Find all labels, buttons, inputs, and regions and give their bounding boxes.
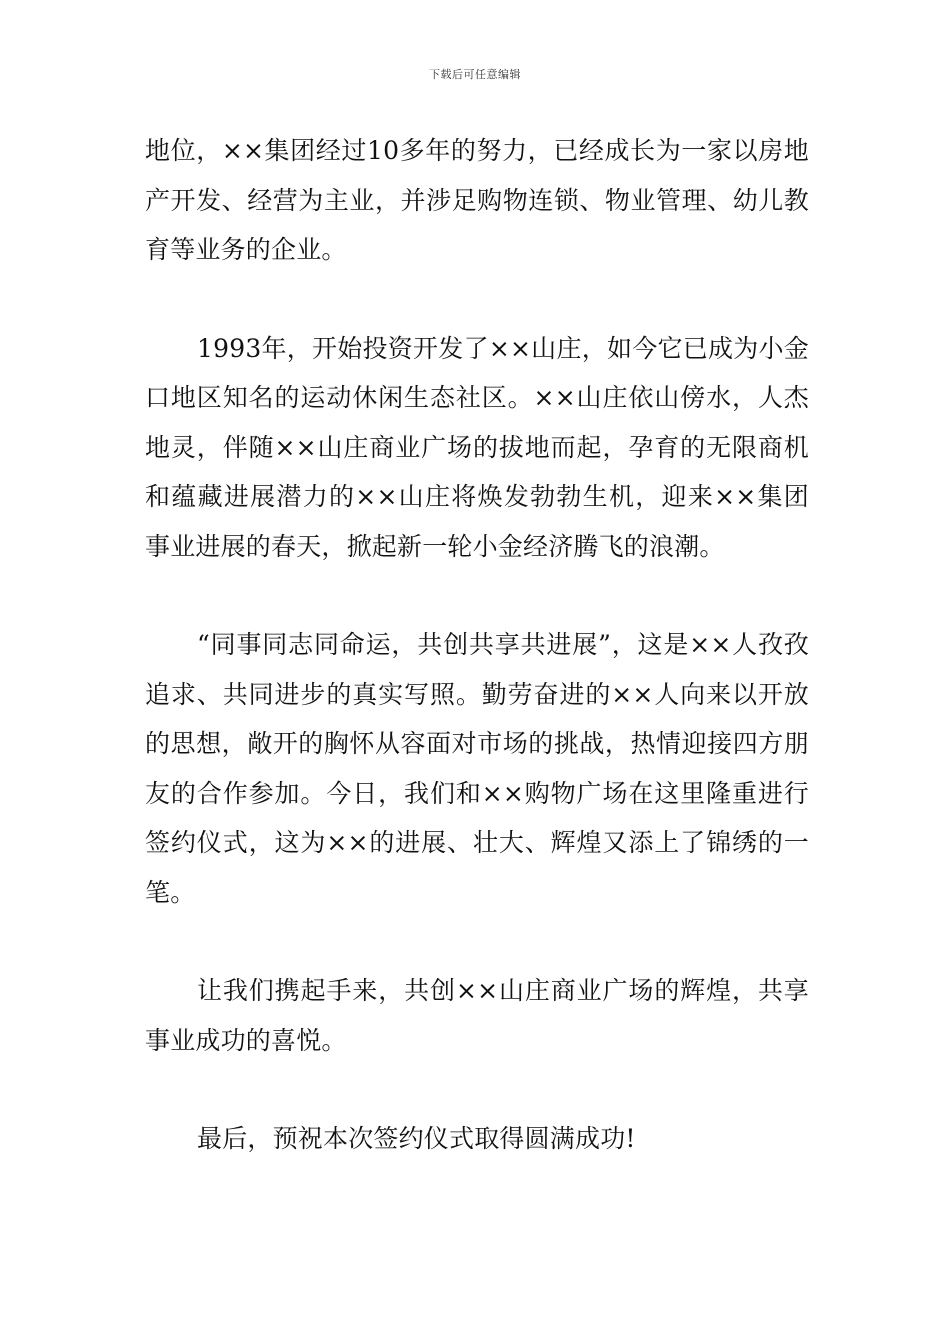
paragraph-gap	[145, 275, 809, 324]
paragraph-villa-development: 1993年，开始投资开发了××山庄，如今它已成为小金口地区知名的运动休闲生态社区。××山庄依山傍水，人杰地灵，伴随××山庄商业广场的拔地而起，孕育的无限商机和蕴藏进展潜力的××山庄将焕发勃勃生机，迎来××集团事业进展的春天，掀起新一轮小金经济腾飞的浪潮。	[145, 333, 809, 561]
header-note: 下载后可任意编辑	[429, 68, 521, 81]
paragraph-gap	[145, 571, 809, 620]
paragraph-company-status: 地位，××集团经过10多年的努力，已经成长为一家以房地产开发、经营为主业，并涉足购物连锁、物业管理、幼儿教育等业务的企业。	[145, 136, 809, 264]
paragraph-gap	[145, 917, 809, 966]
paragraph-call-to-action: 让我们携起手来，共创××山庄商业广场的辉煌，共享事业成功的喜悦。	[145, 976, 809, 1055]
paragraph-gap	[145, 1065, 809, 1114]
paragraph-signing-ceremony: “同事同志同命运，共创共享共进展”，这是××人孜孜追求、共同进步的真实写照。勤劳奋进的××人向来以开放的思想，敞开的胸怀从容面对市场的挑战，热情迎接四方朋友的合作参加。今日，我们和××购物广场在这里隆重进行签约仪式，这为××的进展、壮大、辉煌又添上了锦绣的一笔。	[145, 630, 809, 907]
paragraph-closing-wish: 最后，预祝本次签约仪式取得圆满成功!	[197, 1124, 636, 1153]
document-body	[145, 126, 809, 1164]
